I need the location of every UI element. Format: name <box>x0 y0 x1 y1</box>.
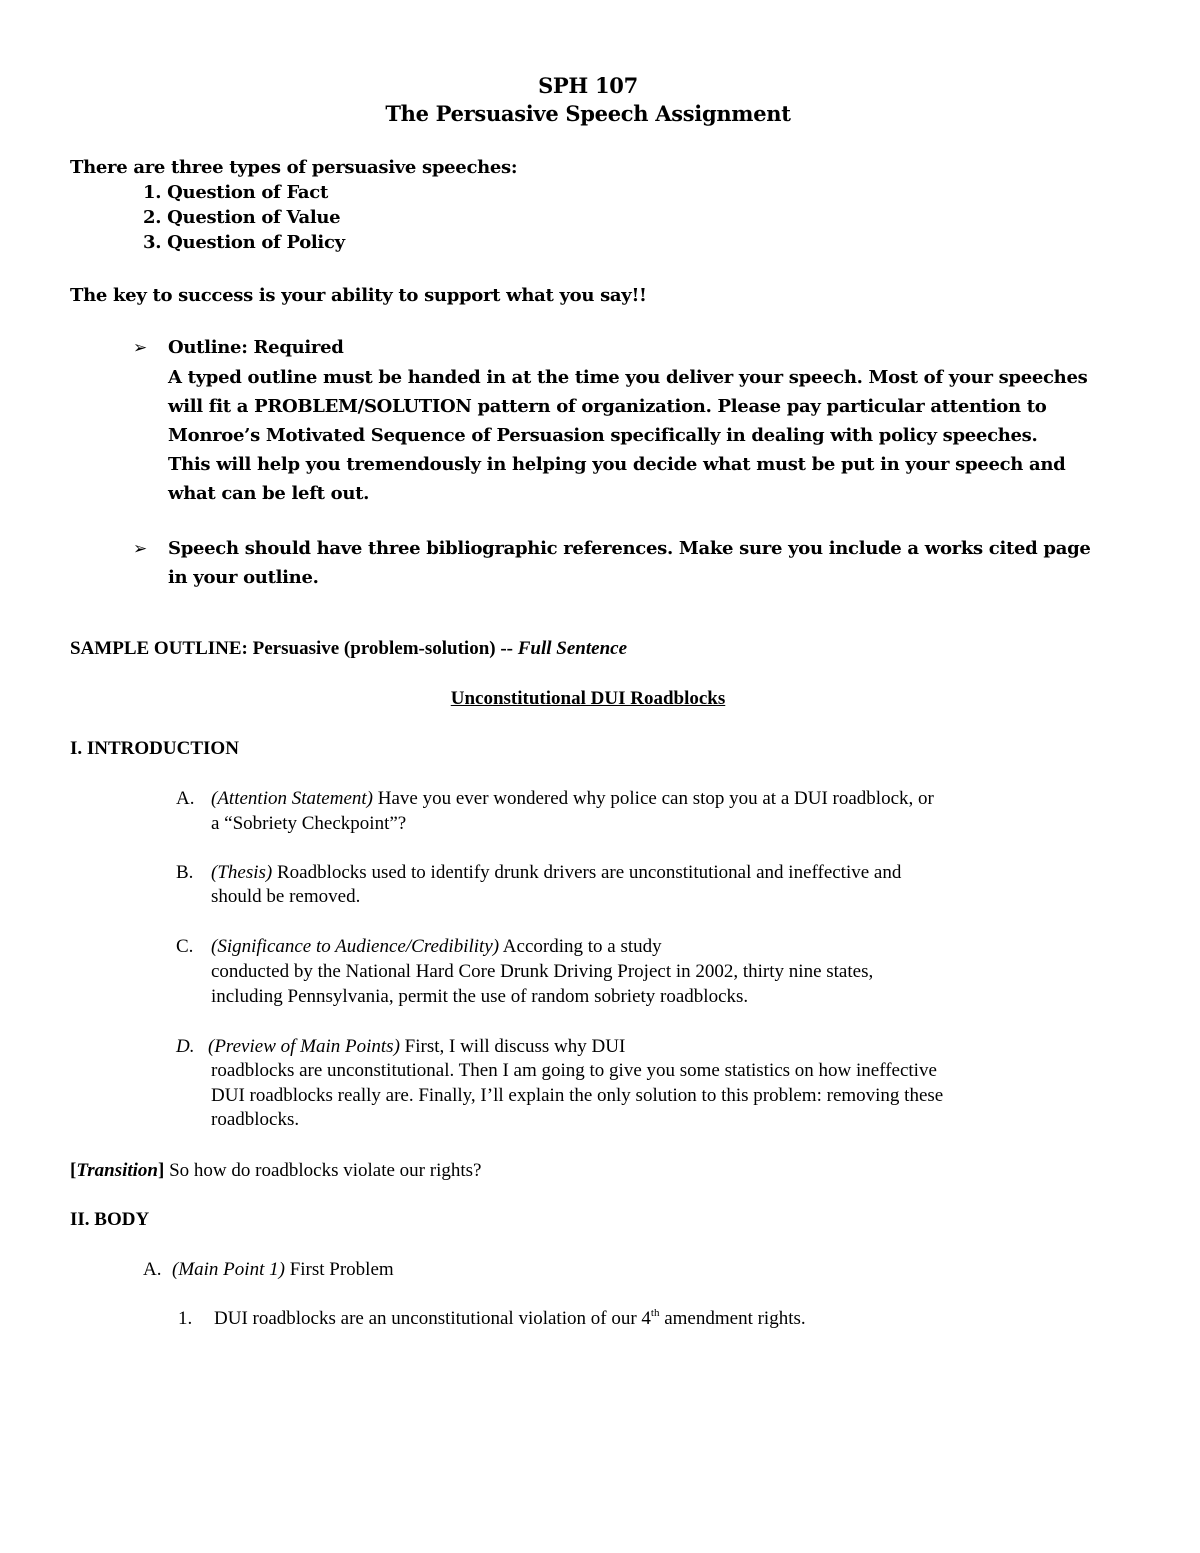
outline-line-5: what can be left out. <box>168 483 370 504</box>
type-item-value: 2. Question of Value <box>143 207 341 228</box>
sample-outline-line: SAMPLE OUTLINE: Persuasive (problem-solution) -- Full Sentence <box>70 638 628 659</box>
body-a-label: A. <box>143 1259 162 1280</box>
page-title: The Persuasive Speech Assignment <box>385 101 791 126</box>
intro-a-line-2: a “Sobriety Checkpoint”? <box>211 813 407 834</box>
intro-d-line-4: roadblocks. <box>211 1109 300 1130</box>
arrow-bullet-icon: ➢ <box>133 338 148 358</box>
body-item-1-text: DUI roadblocks are an unconstitutional violation of our 4th amendment rights. <box>214 1307 806 1329</box>
course-code: SPH 107 <box>538 73 638 98</box>
intro-c-label: C. <box>176 936 194 957</box>
refs-line-1: Speech should have three bibliographic references. Make sure you include a works cited page <box>168 538 1091 559</box>
intro-b-label: B. <box>176 862 194 883</box>
body-item-1-label: 1. <box>178 1308 193 1329</box>
intro-c-line-3: including Pennsylvania, permit the use of random sobriety roadblocks. <box>211 986 749 1007</box>
arrow-bullet-icon: ➢ <box>133 539 148 559</box>
transition-line: [Transition] So how do roadblocks violate our rights? <box>70 1160 482 1181</box>
intro-b-line-2: should be removed. <box>211 886 361 907</box>
intro-a-label: A. <box>176 788 195 809</box>
types-intro: There are three types of persuasive speeches: <box>70 157 518 178</box>
outline-line-3: Monroe’s Motivated Sequence of Persuasion specifically in dealing with policy speeches. <box>168 425 1038 446</box>
intro-c-line-2: conducted by the National Hard Core Drunk Driving Project in 2002, thirty nine states, <box>211 961 874 982</box>
intro-b-line-1: (Thesis) Roadblocks used to identify drunk drivers are unconstitutional and ineffective and <box>211 862 902 883</box>
refs-line-2: in your outline. <box>168 567 319 588</box>
intro-d-line-2: roadblocks are unconstitutional. Then I am going to give you some statistics on how ineffective <box>211 1060 937 1081</box>
intro-heading: I. INTRODUCTION <box>70 738 239 759</box>
outline-line-4: This will help you tremendously in helping you decide what must be put in your speech and <box>168 454 1066 475</box>
outline-line-2: will fit a PROBLEM/SOLUTION pattern of organization. Please pay particular attention to <box>168 396 1047 417</box>
body-heading: II. BODY <box>70 1209 150 1230</box>
outline-title: Unconstitutional DUI Roadblocks <box>450 688 726 709</box>
problem-solution-emphasis: PROBLEM/SOLUTION <box>254 396 472 417</box>
intro-d-label: D. <box>176 1036 195 1057</box>
outline-heading: Outline: Required <box>168 337 344 358</box>
intro-c-line-1: (Significance to Audience/Credibility) According to a study <box>211 936 662 957</box>
intro-d-line-1: (Preview of Main Points) First, I will discuss why DUI <box>208 1036 626 1057</box>
body-a-line: (Main Point 1) First Problem <box>172 1259 394 1280</box>
type-item-fact: 1. Question of Fact <box>143 182 328 203</box>
type-item-policy: 3. Question of Policy <box>143 232 345 253</box>
outline-line-1: A typed outline must be handed in at the time you deliver your speech. Most of your speeches <box>168 367 1088 388</box>
key-to-success: The key to success is your ability to support what you say!! <box>70 285 647 306</box>
intro-a-line-1: (Attention Statement) Have you ever wondered why police can stop you at a DUI roadblock, or <box>211 788 934 809</box>
intro-d-line-3: DUI roadblocks really are. Finally, I’ll explain the only solution to this problem: removing these <box>211 1085 944 1106</box>
